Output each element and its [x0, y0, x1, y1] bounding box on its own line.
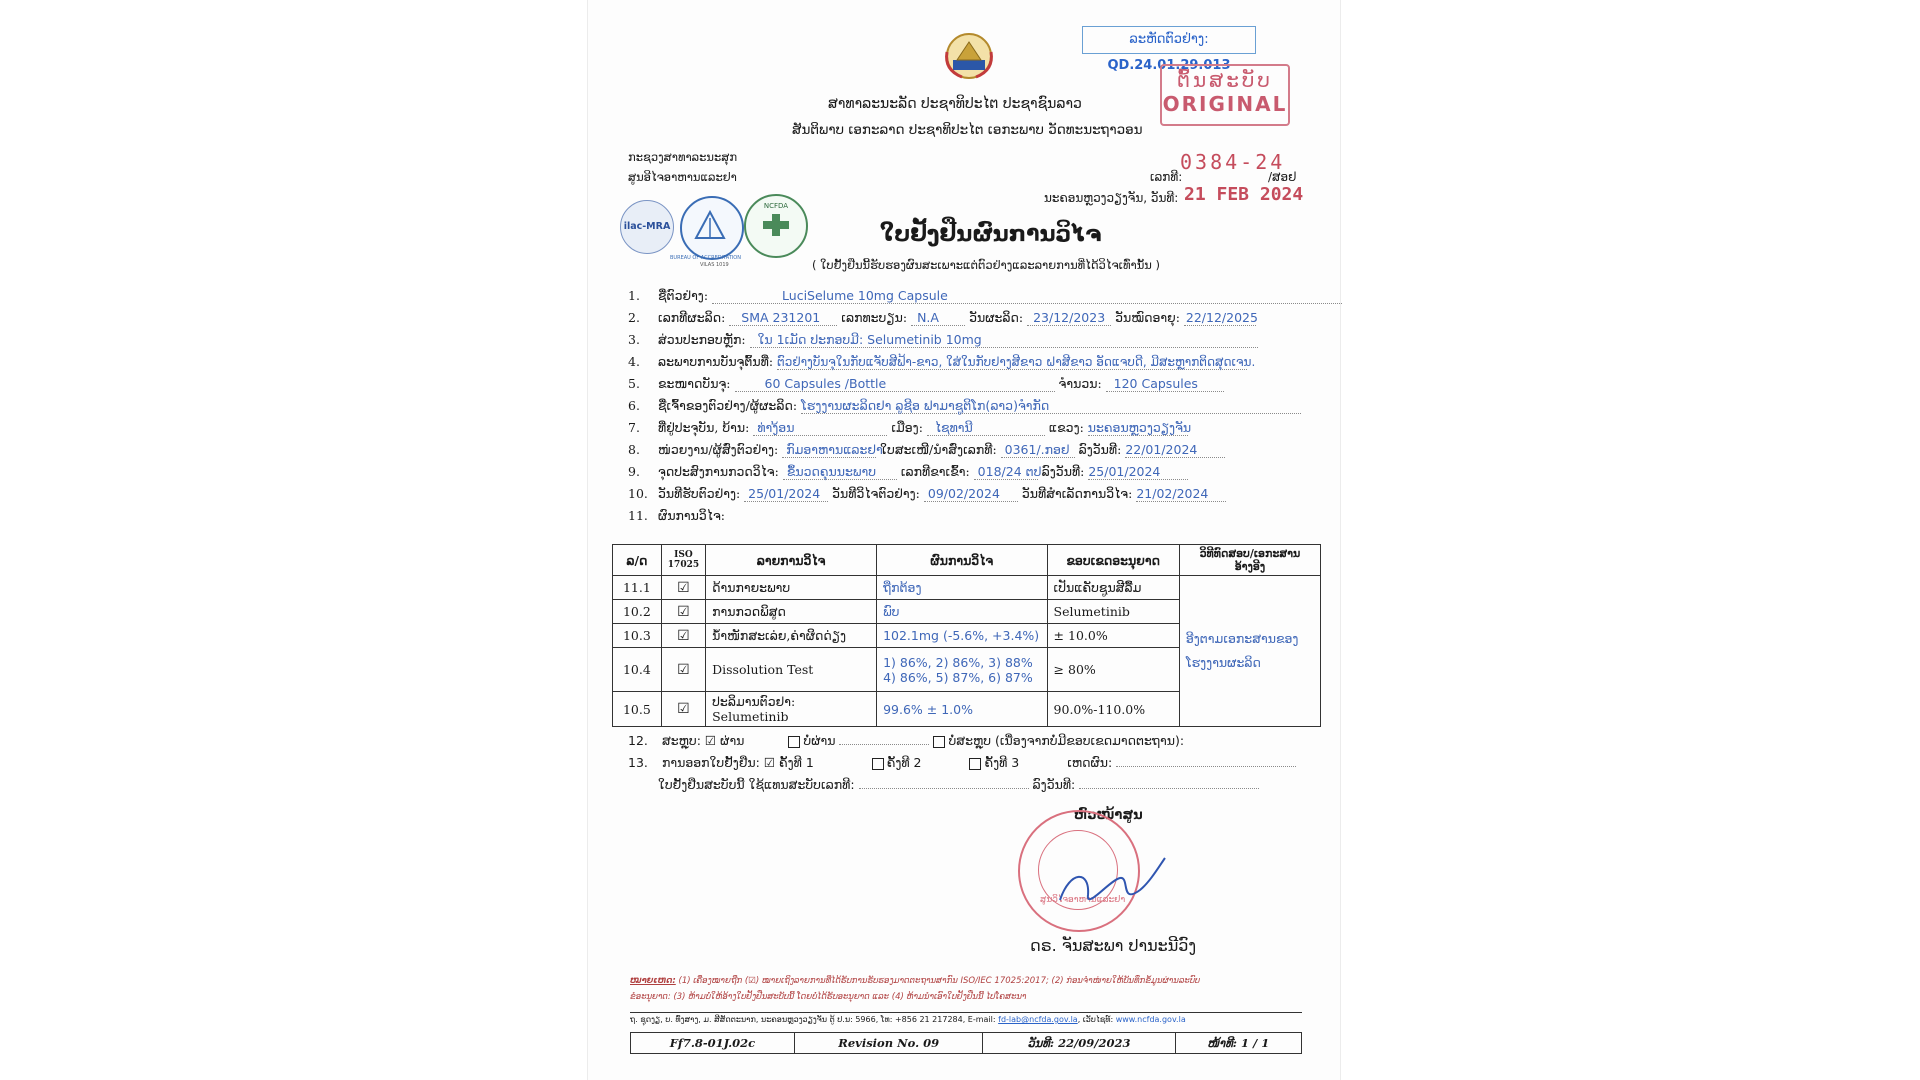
field-pack-size: 5. ຂະໜາດບັນຈຸ: 60 Capsules /Bottle ຈຳນວນ: 120 Capsules: [628, 376, 1224, 392]
table-row: 10.2 ☑ ການກວດພິສູດ ພົບ Selumetinib: [613, 600, 1321, 624]
mfg-date-value: 23/12/2023: [1027, 310, 1111, 326]
ministry-line-2: ສູນອີໄຈອາຫານແລະຢາ: [628, 170, 737, 184]
field-composition: 3. ສ່ວນປະກອບຫຼັກ: ໃນ 1ເມັດ ປະກອບມີ: Selumetinib 10mg: [628, 332, 1258, 348]
replace-row: ໃບຢັ້ງຢືນສະບັບນີ້ ໃຊ້ແທນສະບັບເລກທີ: ລົງວັນທີ:: [658, 777, 1259, 792]
document-title: ໃບຢັ້ງຢືນຜົນການວິໄຈ: [880, 222, 1102, 247]
method-cell: ອີງຕາມເອກະສານຂອງ ໂຮງງານຜະລິດ: [1179, 576, 1320, 727]
email-link[interactable]: fd-lab@ncfda.gov.la: [998, 1015, 1078, 1024]
field-dates: 10. ວັນທີຮັບຕົວຢ່າງ: 25/01/2024 ວັນທີວິໄຈຕົວຢ່າງ: 09/02/2024 ວັນທີສຳເລັດການວິໄຈ: 21/02/2024: [628, 486, 1226, 502]
date-line-value: 21 FEB 2024: [1184, 184, 1304, 205]
field-sample-name: 1. ຊື່ຕົວຢ່າງ: LuciSelume 10mg Capsule: [628, 288, 1342, 304]
field-results-label: 11. ຜົນການວິໄຈ:: [628, 508, 726, 523]
header-line-2: ສັນຕິພາບ ເອກະລາດ ປະຊາທິປະໄຕ ເອກະພາບ ວັດທະນະຖາວອນ: [792, 122, 1143, 138]
composition-value: ໃນ 1ເມັດ ປະກອບມີ: Selumetinib 10mg: [750, 332, 1258, 348]
field-owner: 6. ຊື່ເຈົ້າຂອງຕົວຢ່າງ/ຜູ້ຜະລິດ: ໂຮງງານຜະລິດຢາ ລູຊີອ ຟາມາຊູຕິໂກ(ລາວ)ຈຳກັດ: [628, 398, 1301, 414]
completed-date-value: 21/02/2024: [1136, 486, 1226, 502]
inconclusive-label: ບໍ່ສະຫຼຸບ (ເນື່ອງຈາກບໍ່ມີຂອບເຂດມາດຕະຖານ):: [948, 733, 1185, 748]
ministry-line-1: ກະຊວງສາທາລະນະສຸກ: [628, 150, 738, 164]
boa-logo-sub: VILAS 1019: [700, 262, 729, 268]
original-stamp-lao: ຕົ້ນສະບັບ: [1177, 68, 1273, 92]
ncfda-logo: [744, 194, 808, 258]
field-sender: 8. ໜ່ວຍງານ/ຜູ້ສົ່ງຕົວຢ່າງ: ກົມອາຫານແລະຢາ ໃບສະເໜີ/ນຳສົ່ງເລກທີ: 0361/.ກອຢ ລົງວັນທີ: 22/01/2024: [628, 442, 1225, 458]
sender-value: ກົມອາຫານແລະຢາ: [782, 442, 876, 458]
pass-checkbox[interactable]: ☑: [704, 733, 717, 748]
doc-number-suffix: /ສອຢ: [1268, 170, 1297, 184]
ncfda-emblem-icon: [761, 212, 791, 238]
header-line-1: ສາທາລະນະລັດ ປະຊາທິປະໄຕ ປະຊາຊົນລາວ: [828, 96, 1082, 112]
boa-logo: [680, 196, 744, 260]
field-batch: 2. ເລກທີຜະລິດ: SMA 231201 ເລກທະບຽນ: N.A ວັນຜະລິດ: 23/12/2023 ວັນໝົດອາຍຸ: 22/12/2025: [628, 310, 1258, 325]
fail-checkbox[interactable]: [788, 736, 800, 748]
doc-number-label: ເລກທີ:: [1150, 170, 1183, 184]
receive-date-value: 25/01/2024: [1088, 464, 1188, 480]
analysis-date-value: 09/02/2024: [924, 486, 1018, 502]
revision: Revision No. 09: [794, 1033, 982, 1054]
field-address: 7. ທີ່ຢູ່ປະຈຸບັນ, ບ້ານ: ທ່າງ້ອນ ເມືອງ: ໄຊທານີ ແຂວງ: ນະຄອນຫຼວງວຽງຈັນ: [628, 420, 1192, 435]
sample-code-value: QD.24.01.29.013: [1107, 58, 1231, 73]
website-link[interactable]: www.ncfda.gov.la: [1115, 1015, 1186, 1024]
doc-number-value: 0384-24: [1180, 150, 1286, 174]
table-row: 11.1 ☑ ດ້ານກາຍະພາບ ຖືກຕ້ອງ ເປັນແຄັບຊູນສີລື້ມ ອີງຕາມເອກະສານຂອງ ໂຮງງານຜະລິດ: [613, 576, 1321, 600]
form-code: Ff7.8-01J.02c: [631, 1033, 795, 1054]
owner-value: ໂຮງງານຜະລິດຢາ ລູຊີອ ຟາມາຊູຕິໂກ(ລາວ)ຈຳກັດ: [801, 398, 1301, 414]
boa-triangle-icon: [680, 196, 740, 256]
village-value: ທ່າງ້ອນ: [753, 420, 887, 436]
notes: ໝາຍເຫດ: (1) ເຄື່ອງໝາຍຖືກ (☑) ໝາຍເຖິງລາຍການທີ່ໄດ້ຮັບການຮັບຮອງມາດຕະຖານສາກົນ ISO/IEC 17025:2017; (2) ກ່ອນຈຳໜ່າຍໃຫ້ບັນທຶກຂໍ້ມູນຜ່ານລະບົບ: [630, 976, 1200, 986]
district-value: ໄຊທານີ: [927, 420, 1045, 436]
received-date-value: 25/01/2024: [744, 486, 828, 502]
conclusion-row: 12. ສະຫຼຸບ: ☑ ຜ່ານ ບໍ່ຜ່ານ ບໍ່ສະຫຼຸບ (ເນື່ອງຈາກບໍ່ມີຂອບເຂດມາດຕະຖານ):: [628, 733, 1185, 748]
signature-title: ຫົວໜ້າສູນ: [1074, 808, 1143, 823]
ref-number-value: 0361/.ກອຢ: [1001, 442, 1075, 458]
document-subtitle: ( ໃບຢັ້ງຢືນນີ້ຮັບຮອງຜົນສະເພາະແຕ່ຕົວຢ່າງແລະລາຍການທີ່ໄດ້ວິໄຈເທົ່ານັ້ນ ): [812, 258, 1161, 272]
table-row: 10.4 ☑ Dissolution Test 1) 86%, 2) 86%, 3) 88% 4) 86%, 5) 87%, 6) 87% ≥ 80%: [613, 648, 1321, 692]
exp-date-value: 22/12/2025: [1185, 310, 1258, 325]
reg-value: N.A: [911, 310, 965, 326]
boa-logo-text: BUREAU OF ACCREDITATION: [670, 255, 741, 261]
dissolution-line-2: 4) 86%, 5) 87%, 6) 87%: [883, 669, 1033, 685]
original-stamp-en: ORIGINAL: [1162, 92, 1288, 116]
page-number: ໜ້າທີ: 1 / 1: [1175, 1033, 1301, 1054]
table-header-row: [613, 545, 1321, 576]
first-issue-checkbox[interactable]: ☑: [763, 755, 776, 770]
notes-line-2: ຂໍອະນຸຍາດ: (3) ຫ້າມບໍ່ໃຫ້ອ້າງໃບຢັ້ງຢືນສະບັບນີ້ ໂດຍບໍ່ໄດ້ຮັບອະນຸຍາດ ແລະ (4) ຫ້າມນຳເອົາໃບຢັ້ງຢືນນີ້ ໄປໂຄສະນາ: [630, 992, 1027, 1002]
revision-date: ວັນທີ: 22/09/2023: [983, 1033, 1175, 1054]
second-issue-checkbox[interactable]: [872, 758, 884, 770]
col-method: ວິທີທົດສອບ/ເອກະສານອ້າງອີງ: [1179, 545, 1320, 576]
province-value: ນະຄອນຫຼວງວຽງຈັນ: [1087, 420, 1192, 435]
footer-table: [630, 1032, 1302, 1054]
fail-label: ບໍ່ຜ່ານ: [803, 733, 836, 748]
third-issue-checkbox[interactable]: [969, 758, 981, 770]
signatory-name: ດຣ. ຈັນສະພາ ປານະນີວົງ: [1030, 936, 1197, 955]
packaging-value: ຕົວຢ່າງບັນຈຸໃນກັບແຈັບສີຟ້າ-ຂາວ, ໃສ່ໃນກັບຢາງສີຂາວ ຝາສີຂາວ ອັດແຈບດີ, ມີສະຫຼາກຕິດສຸດເຈນ.: [777, 355, 1256, 369]
col-no: ລ/ດ: [613, 545, 662, 576]
sample-name-value: LuciSelume 10mg Capsule: [712, 288, 1342, 304]
field-purpose: 9. ຈຸດປະສົງການກວດວິໄຈ: ຂຶ້ນວດຄຸນນະພາບ ເລກທີຂາເຂົ້າ: 018/24 ຕປ ລົງວັນທີ: 25/01/2024: [628, 464, 1188, 480]
col-result: ຜົນການວິໄຈ: [877, 545, 1047, 576]
pass-label: ຜ່ານ: [720, 733, 745, 748]
sample-code-label: ລະຫັດຕົວຢ່າງ:: [1129, 32, 1209, 47]
batch-value: SMA 231201: [729, 310, 837, 326]
divider: [630, 1012, 1302, 1013]
date-line-label: ນະຄອນຫຼວງວຽງຈັນ, ວັນທີ:: [1044, 191, 1179, 205]
issuance-row: 13. ການອອກໃບຢັ້ງຢືນ: ☑ ຄັ້ງທີ 1 ຄັ້ງທີ 2 ຄັ້ງທີ 3 ເຫດຜົນ:: [628, 755, 1296, 770]
purpose-value: ຂຶ້ນວດຄຸນນະພາບ: [783, 464, 897, 480]
ncfda-logo-text: NCFDA: [763, 202, 789, 210]
original-stamp: [1160, 64, 1290, 126]
col-iso: ISO 17025: [661, 545, 705, 576]
ilac-logo: ilac-MRA: [620, 200, 674, 254]
col-limit: ຂອບເຂດອະນຸຍາດ: [1047, 545, 1179, 576]
field-packaging: 4. ລະພາບການບັນຈຸຕົ້ນທີ່: ຕົວຢ່າງບັນຈຸໃນກັບແຈັບສີຟ້າ-ຂາວ, ໃສ່ໃນກັບຢາງສີຂາວ ຝາສີຂາວ ອັດແຈບດີ, ມີສະຫຼາກຕິດສຸດເຈນ.: [628, 354, 1256, 369]
national-emblem: [940, 30, 998, 80]
results-table: [612, 544, 1321, 727]
signature-scribble: [1050, 850, 1170, 920]
table-row: 10.3 ☑ ນ້ຳໜັກສະເລ່ຍ,ຄ່າຜິດດ່ຽງ 102.1mg (-5.6%, +3.4%) ± 10.0%: [613, 624, 1321, 648]
quantity-value: 120 Capsules: [1106, 376, 1224, 392]
address-line: ຖ. ຊຸດງຽ, ບ. ທົ່ງສາງ, ມ. ສີສັດຕະນາກ, ນະຄອນຫຼວງວຽງຈັນ ຕູ້ ປ.ນ: 5966, ໂທ: +856 21 217284, E-mail: fd-lab@ncfda.gov.la, ເວັບໄຊທ໌: www.ncfda.gov.la: [630, 1015, 1186, 1024]
table-row: 10.5 ☑ ປະລິມານຕົວຢາ: Selumetinib 99.6% ± 1.0% 90.0%-110.0%: [613, 692, 1321, 727]
pack-size-value: 60 Capsules /Bottle: [735, 376, 1055, 392]
seal-text: ສູນວິໄຈອາຫານແລະຢາ: [1040, 895, 1126, 905]
receive-number-value: 018/24 ຕປ: [974, 464, 1038, 480]
ref-date-value: 22/01/2024: [1125, 442, 1225, 458]
dissolution-line-1: 1) 86%, 2) 86%, 3) 88%: [883, 654, 1033, 670]
col-item: ລາຍການວິໄຈ: [706, 545, 877, 576]
sample-code-box: [1082, 26, 1256, 73]
inconclusive-checkbox[interactable]: [933, 736, 945, 748]
